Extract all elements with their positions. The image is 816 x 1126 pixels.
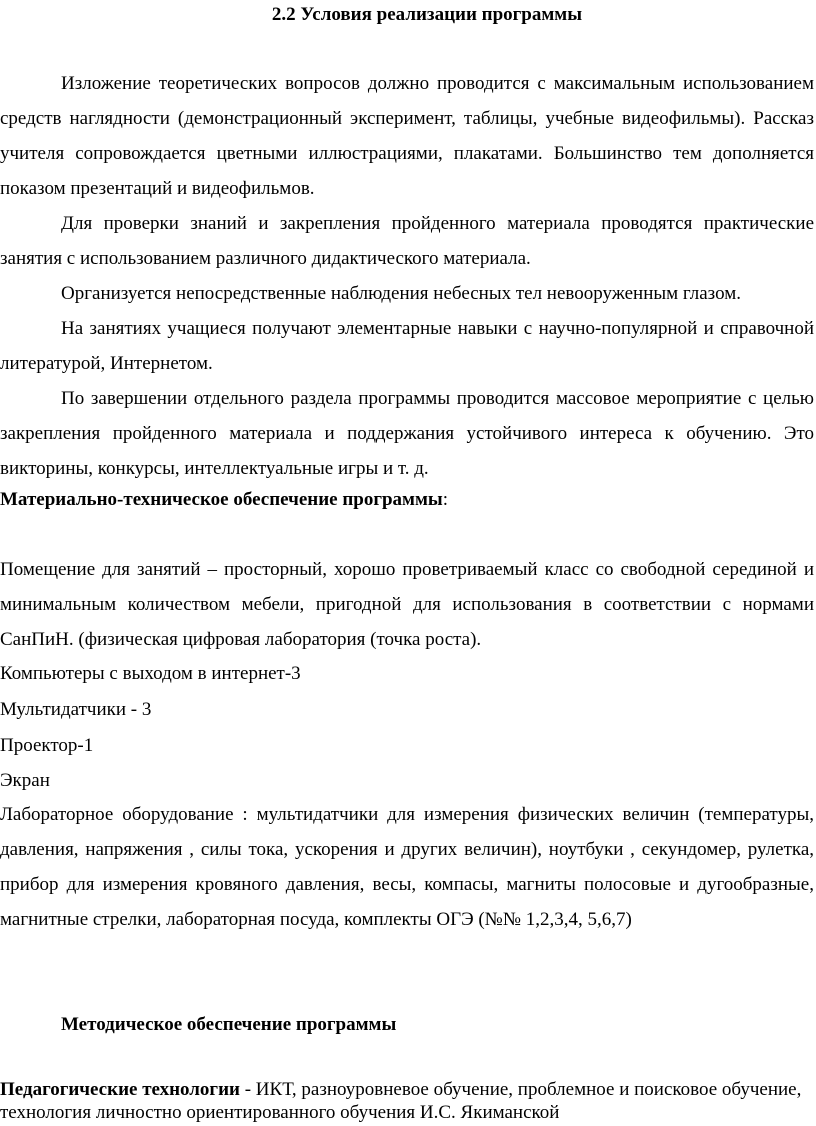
paragraph-visual-aids: Изложение теоретических вопросов должно проводится с максимальным использованием средств наглядности (демонстрационный эксперимент, таблицы, учебные видеофильмы). Рассказ учителя сопровождается цветными иллюстрациями, плакатами. Большинство тем дополняется показом презентаций и видеофильмов. — [0, 73, 814, 199]
equipment-item-computers: Компьютеры с выходом в интернет-3 — [0, 663, 301, 684]
paragraph-pedagogical-technologies — [0, 1078, 814, 1124]
equipment-item-multisensors: Мультидатчики - 3 — [0, 699, 152, 720]
paragraph-lab-equipment: Лабораторное оборудование : мультидатчики для измерения физических величин (температуры, давления, напряжения , силы тока, ускорения и других величин), ноутбуки , секундомер, рулетка, прибор для измерения кровяного давления, весы, компасы, магниты полосовые и дугообразные, магнитные стрелки, лабораторная посуда, комплекты ОГЭ (№№ 1,2,3,4, 5,6,7) — [0, 804, 814, 930]
section-title: 2.2 Условия реализации программы — [271, 4, 583, 25]
pedagogical-technologies-label: Педагогические технологии — [0, 1079, 240, 1100]
paragraph-sky-observation: Организуется непосредственные наблюдения небесных тел невооруженным глазом. — [61, 283, 741, 304]
material-heading-colon: : — [442, 489, 449, 510]
pedagogical-technologies-text: - ИКТ, разноуровневое обучение, проблемное и поисковое обучение, технология личностно ориентированного обучения И.С. Якиманской — [0, 1079, 802, 1123]
material-heading-text: Материально-техническое обеспечение программы — [0, 489, 443, 510]
paragraph-mass-events: По завершении отдельного раздела программы проводится массовое мероприятие с целью закрепления пройденного материала и поддержания устойчивого интереса к обучению. Это викторины, конкурсы, интеллектуальные игры и т. д. — [0, 388, 814, 479]
paragraph-practical-lessons: Для проверки знаний и закрепления пройденного материала проводятся практические занятия с использованием различного дидактического материала. — [0, 213, 814, 269]
equipment-item-projector: Проектор-1 — [0, 735, 94, 756]
material-heading — [0, 488, 448, 512]
methodical-heading: Методическое обеспечение программы — [61, 1014, 397, 1035]
paragraph-room-description: Помещение для занятий – просторный, хорошо проветриваемый класс со свободной серединой и минимальным количеством мебели, пригодной для использования в соответствии с нормами СанПиН. (физическая цифровая лаборатория (точка роста). — [0, 559, 814, 650]
paragraph-literature-skills: На занятиях учащиеся получают элементарные навыки с научно-популярной и справочной литературой, Интернетом. — [0, 318, 814, 374]
equipment-item-screen: Экран — [0, 770, 50, 791]
